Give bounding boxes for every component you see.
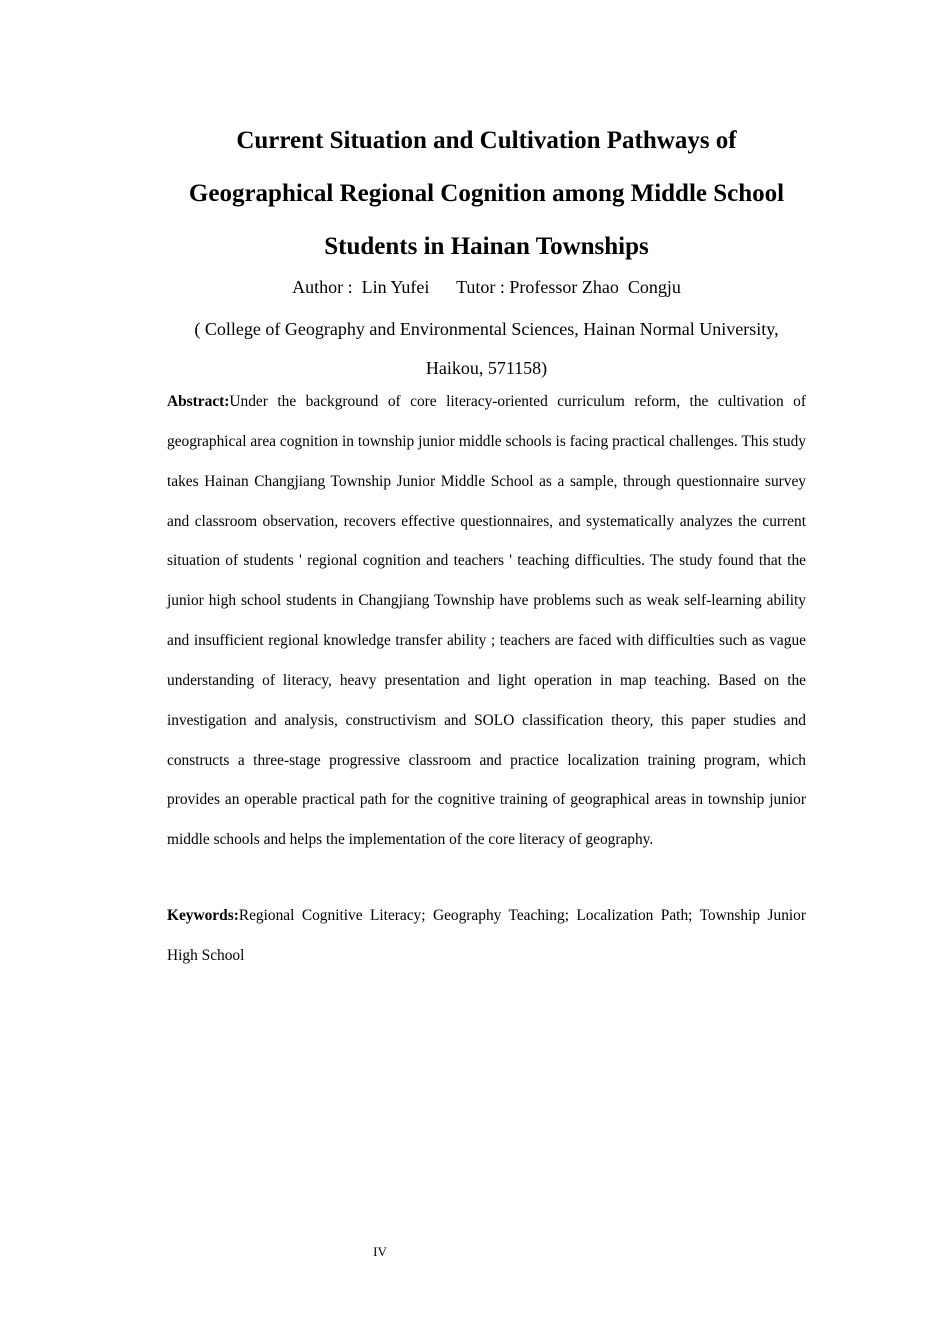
- title-line-3: Students in Hainan Townships: [324, 233, 649, 260]
- keywords-text: Regional Cognitive Literacy; Geography Teaching; Localization Path; Township Junior High School: [167, 907, 806, 964]
- page-number: IV: [373, 1244, 387, 1259]
- affiliation-line-2: Haikou, 571158): [425, 358, 548, 378]
- paper-title: [120, 114, 853, 273]
- author-tutor-line: Author : Lin Yufei Tutor : Professor Zhao Congju: [292, 277, 681, 297]
- title-line-2: Geographical Regional Cognition among Middle School: [188, 180, 785, 207]
- abstract-label: Abstract:: [167, 393, 230, 410]
- affiliation-line-1: ( College of Geography and Environmental Sciences, Hainan Normal University,: [194, 319, 779, 339]
- affiliation: [120, 310, 853, 388]
- title-line-1: Current Situation and Cultivation Pathways of: [236, 127, 737, 154]
- abstract-section: [167, 382, 806, 860]
- abstract-text: Under the background of core literacy-oriented curriculum reform, the cultivation of geographical area cognition in township junior middle schools is facing practical challenges. This study takes Hainan Changjiang Township Junior Middle School as a sample, through questionnaire survey and classroom observation, recovers effective questionnaires, and systematically analyzes the current situation of students ' regional cognition and teachers ' teaching difficulties. The study found that the junior high school students in Changjiang Township have problems such as weak self-learning ability and insufficient regional knowledge transfer ability ; teachers are faced with difficulties such as vague understanding of literacy, heavy presentation and light operation in map teaching. Based on the investigation and analysis, constructivism and SOLO classification theory, this paper studies and constructs a three-stage progressive classroom and practice localization training program, which provides an operable practical path for the cognitive training of geographical areas in township junior middle schools and helps the implementation of the core literacy of geography.: [167, 393, 806, 849]
- keywords-section: [167, 896, 806, 976]
- keywords-label: Keywords:: [167, 907, 239, 924]
